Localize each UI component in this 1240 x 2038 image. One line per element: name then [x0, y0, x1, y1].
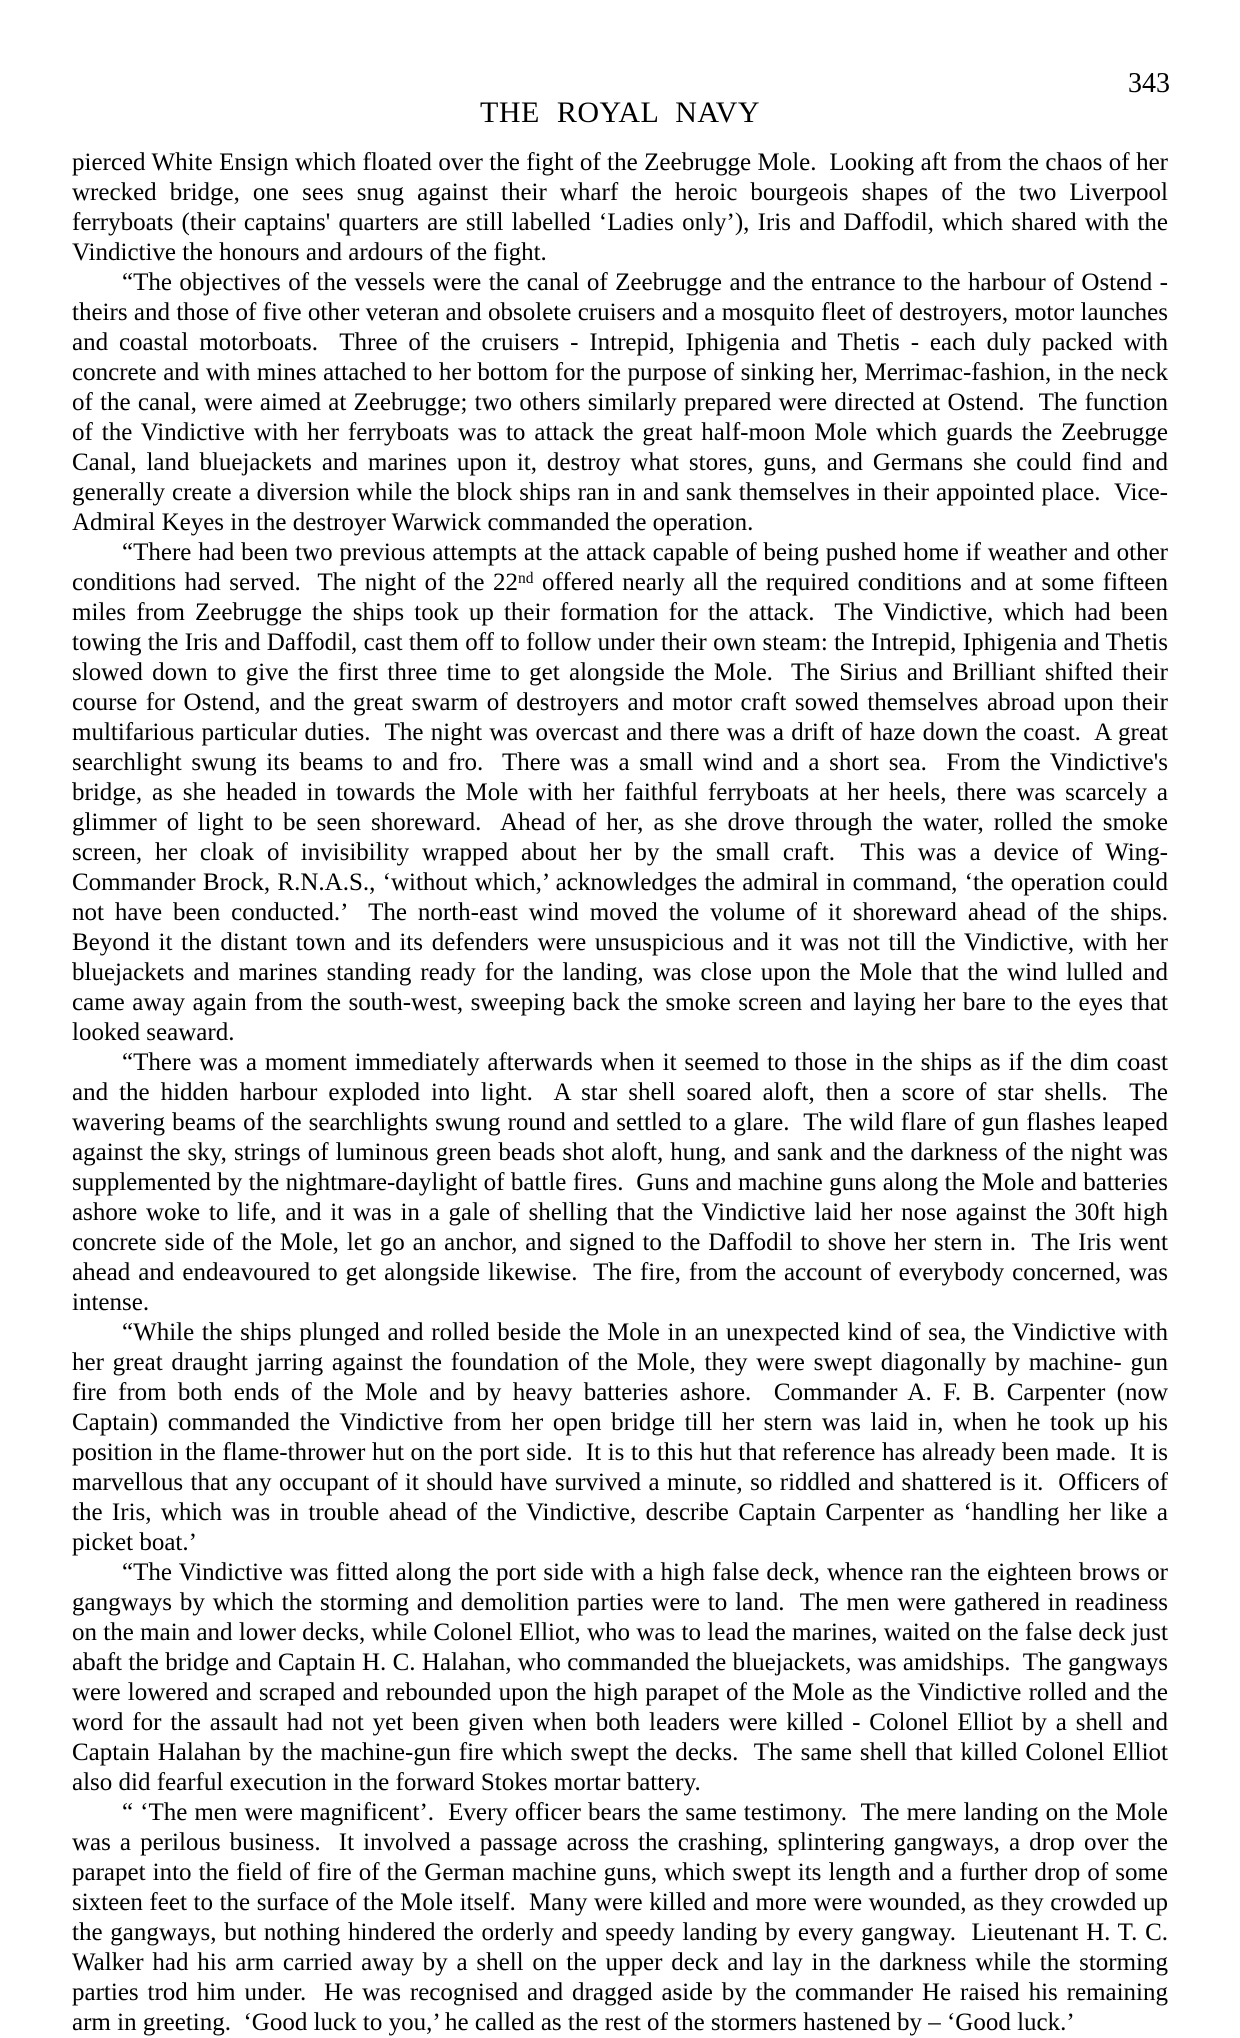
paragraph: [72, 148, 1175, 268]
page-number: 343: [1128, 68, 1170, 99]
paragraph: [72, 538, 1181, 1048]
paragraph: [72, 1558, 1175, 1798]
text-run: “There was a moment immediately afterwards when it seemed to those in the ships as if the dim coast and the hidden harbour exploded into light. A star shell soared aloft, then a score of star shells. The wavering beams of the searchlights swung round and settled to a glare. The wild flare of gun flashes leaped against the sky, strings of luminous green beads shot aloft, hung, and sank and the darkness of the night was supplemented by the nightmare-daylight of battle fires. Guns and machine guns along the Mole and batteries ashore woke to life, and it was in a gale of shelling that the Vindictive laid her nose against the 30ft high concrete side of the Mole, let go an anchor, and signed to the Daffodil to shove her stern in. The Iris went ahead and endeavoured to get alongside likewise. The fire, from the account of everybody concerned, was intense.: [72, 1049, 1175, 1316]
paragraph: [72, 1798, 1175, 2038]
text-run: offered nearly all the required conditions and at some fifteen miles from Zeebrugge the ships took up their formation for the attack. The Vindictive, which had been towing the Iris and Daffodil, cast them off to follow under their own steam: the Intrepid, Iphigenia and Thetis slowed down to give the first three time to get alongside the Mole. The Sirius and Brilliant shifted their course for Ostend, and the great swarm of destroyers and motor craft sowed themselves abroad upon their multifarious particular duties. The night was overcast and there was a drift of haze down the coast. A great searchlight swung its beams to and fro. There was a small wind and a short sea. From the Vindictive's bridge, as she headed in towards the Mole with her faithful ferryboats at her heels, there was scarcely a glimmer of light to be seen shoreward. Ahead of her, as she drove through the water, rolled the smoke screen, her cloak of invisibility wrapped about her by the small craft. This was a device of Wing-Commander Brock, R.N.A.S., ‘without which,’ acknowledges the admiral in command, ‘the operation could not have been conducted.’ The north-east wind moved the volume of it shoreward ahead of the ships. Beyond it the distant town and its defenders were unsuspicious and it was not till the Vindictive, with her bluejackets and marines standing ready for the landing, was close upon the Mole that the wind lulled and came away again from the south-west, sweeping back the smoke screen and laying her bare to the eyes that looked seaward.: [72, 569, 1181, 1046]
page-title: THE ROYAL NAVY: [480, 96, 760, 129]
paragraph: [72, 1048, 1175, 1318]
text-run: “ ‘The men were magnificent’. Every officer bears the same testimony. The mere landing on the Mole was a perilous business. It involved a passage across the crashing, splintering gangways, a drop over the parapet into the field of fire of the German machine guns, which swept its length and a further drop of some sixteen feet to the surface of the Mole itself. Many were killed and more were wounded, as they crowded up the gangways, but nothing hindered the orderly and speedy landing by every gangway. Lieutenant H. T. C. Walker had his arm carried away by a shell on the upper deck and lay in the darkness while the storming parties trod him under. He was recognised and dragged aside by the commander He raised his remaining arm in greeting. ‘Good luck to you,’ he called as the rest of the stormers hastened by – ‘Good luck.’: [72, 1799, 1175, 2036]
text-run: “The objectives of the vessels were the canal of Zeebrugge and the entrance to the harbour of Ostend - theirs and those of five other veteran and obsolete cruisers and a mosquito fleet of destroyers, motor launches and coastal motorboats. Three of the cruisers - Intrepid, Iphigenia and Thetis - each duly packed with concrete and with mines attached to her bottom for the purpose of sinking her, Merrimac-fashion, in the neck of the canal, were aimed at Zeebrugge; two others similarly prepared were directed at Ostend. The function of the Vindictive with her ferryboats was to attack the great half-moon Mole which guards the Zeebrugge Canal, land bluejackets and marines upon it, destroy what stores, guns, and Germans she could find and generally create a diversion while the block ships ran in and sank themselves in their appointed place. Vice-Admiral Keyes in the destroyer Warwick commanded the operation.: [72, 269, 1175, 536]
paragraph: [72, 1318, 1175, 1558]
text-run: “There had been two previous attempts at the attack capable of being pushed home if weather and other conditions had served. The night of the 22: [72, 539, 1175, 596]
text-run: “While the ships plunged and rolled beside the Mole in an unexpected kind of sea, the Vindictive with her great draught jarring against the foundation of the Mole, they were swept diagonally by machine- gun fire from both ends of the Mole and by heavy batteries ashore. Commander A. F. B. Carpenter (now Captain) commanded the Vindictive from her open bridge till her stern was laid in, when he took up his position in the flame-thrower hut on the port side. It is to this hut that reference has already been made. It is marvellous that any occupant of it should have survived a minute, so riddled and shattered is it. Officers of the Iris, which was in trouble ahead of the Vindictive, describe Captain Carpenter as ‘handling her like a picket boat.’: [72, 1319, 1175, 1556]
paragraph: [72, 268, 1175, 538]
article-body: [72, 148, 1181, 2038]
text-run: “The Vindictive was fitted along the port side with a high false deck, whence ran the eighteen brows or gangways by which the storming and demolition parties were to land. The men were gathered in readiness on the main and lower decks, while Colonel Elliot, who was to lead the marines, waited on the false deck just abaft the bridge and Captain H. C. Halahan, who commanded the bluejackets, was amidships. The gangways were lowered and scraped and rebounded upon the high parapet of the Mole as the Vindictive rolled and the word for the assault had not yet been given when both leaders were killed - Colonel Elliot by a shell and Captain Halahan by the machine-gun fire which swept the decks. The same shell that killed Colonel Elliot also did fearful execution in the forward Stokes mortar battery.: [72, 1559, 1175, 1796]
text-run: pierced White Ensign which floated over the fight of the Zeebrugge Mole. Looking aft from the chaos of her wrecked bridge, one sees snug against their wharf the heroic bourgeois shapes of the two Liverpool ferryboats (their captains' quarters are still labelled ‘Ladies only’), Iris and Daffodil, which shared with the Vindictive the honours and ardours of the fight.: [72, 149, 1175, 266]
superscript-text: nd: [518, 570, 534, 588]
